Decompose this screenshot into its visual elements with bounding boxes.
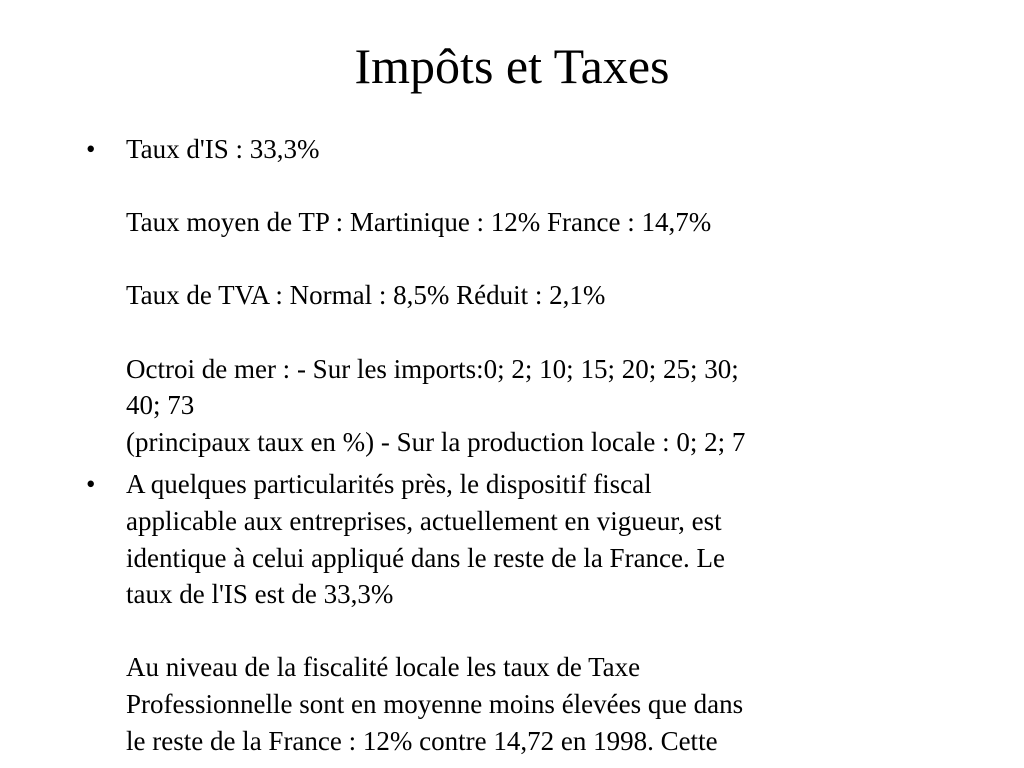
bullet-item <box>86 466 926 759</box>
bullet-line: Octroi de mer : - Sur les imports:0; 2; 10; 15; 20; 25; 30; <box>126 353 739 384</box>
bullet-line: taux de l'IS est de 33,3% <box>126 579 394 610</box>
blank-line <box>126 241 926 278</box>
blank-line <box>126 168 926 205</box>
bullet-line: Au niveau de la fiscalité locale les taux de Taxe <box>126 652 641 683</box>
bullet-line: applicable aux entreprises, actuellement en vigueur, est <box>126 505 722 536</box>
bullet-line: identique à celui appliqué dans le reste de la France. Le <box>126 542 725 573</box>
blank-line <box>126 314 926 351</box>
bullet-line: A quelques particularités près, le dispositif fiscal <box>126 469 652 500</box>
bullet-line: Taux d'IS : 33,3% <box>126 134 320 164</box>
bullet-list <box>86 131 926 765</box>
bullet-line: (principaux taux en %) - Sur la production locale : 0; 2; 7 <box>126 426 746 457</box>
blank-line <box>126 613 926 650</box>
bullet-dot-icon: • <box>86 134 96 164</box>
bullet-line: Professionnelle sont en moyenne moins élevées que dans <box>126 688 744 719</box>
bullet-line: Taux moyen de TP : Martinique : 12% France : 14,7% <box>126 207 712 238</box>
bullet-dot-icon: • <box>86 469 96 500</box>
bullet-line: le reste de la France : 12% contre 14,72 en 1998. Cette <box>126 725 718 756</box>
bullet-item <box>86 131 926 460</box>
slide-title: Impôts et Taxes <box>354 38 670 94</box>
bullet-line: 40; 73 <box>126 390 195 421</box>
bullet-line: Taux de TVA : Normal : 8,5% Réduit : 2,1% <box>126 280 606 311</box>
